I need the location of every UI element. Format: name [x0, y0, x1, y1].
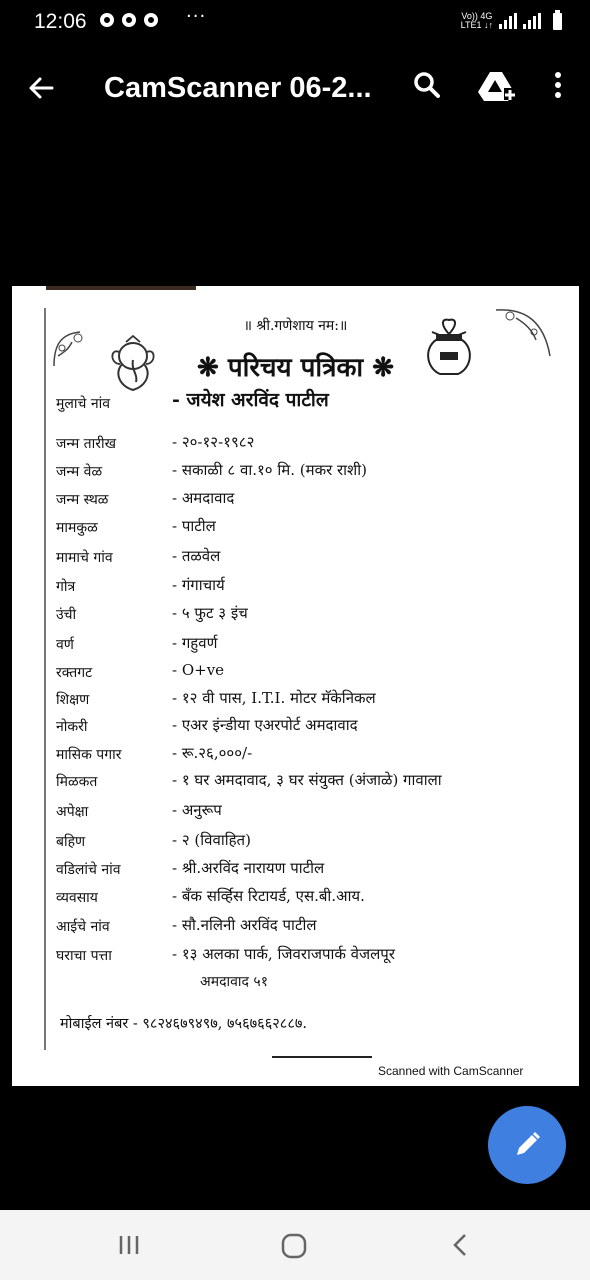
field-value: - १ घर अमदावाद, ३ घर संयुक्त (अंजाळे) गावाला	[172, 771, 442, 789]
field-value: - जयेश अरविंद पाटील	[172, 389, 329, 411]
field-row	[56, 458, 566, 484]
field-row	[56, 430, 566, 456]
field-row	[56, 486, 566, 512]
battery-icon	[553, 13, 562, 30]
status-right	[461, 12, 562, 30]
field-label: मिळकत	[56, 774, 98, 790]
field-value: - तळवेल	[172, 547, 221, 565]
edit-fab-button[interactable]	[488, 1106, 566, 1184]
field-value: - अनुरूप	[172, 801, 222, 819]
status-bar	[0, 0, 590, 44]
field-label: मामाचे गांव	[56, 550, 113, 566]
field-label: उंची	[56, 607, 77, 623]
scan-edge	[46, 286, 196, 290]
system-nav-bar	[0, 1210, 590, 1280]
field-label: मासिक पगार	[56, 747, 122, 763]
home-icon	[280, 1232, 308, 1260]
drive-upload-button[interactable]	[478, 68, 518, 104]
mobile-number: मोबाईल नंबर - ९८२४६७९४९७, ७५६७६६२८८७.	[60, 1016, 308, 1032]
field-value: - १३ अलका पार्क, जिवराजपार्क वेजलपूर	[172, 945, 395, 963]
document-heading: ❋ परिचय पत्रिका ❋	[196, 353, 394, 383]
field-value: - एअर इंन्डीया एअरपोर्ट अमदावाद	[172, 716, 358, 734]
signal-icon	[523, 13, 541, 29]
google-drive-add-icon	[478, 68, 518, 104]
field-row	[56, 659, 566, 685]
field-label: नोकरी	[56, 719, 88, 735]
address-continuation: अमदावाद ५१	[200, 974, 268, 990]
field-label: गोत्र	[56, 579, 76, 595]
field-label: आईचे नांव	[56, 919, 110, 935]
field-value: - पाटील	[172, 517, 216, 535]
field-row	[56, 942, 566, 968]
field-row	[56, 544, 566, 570]
field-row	[56, 884, 566, 910]
more-options-button[interactable]	[546, 68, 570, 104]
field-label: बहिण	[56, 834, 86, 850]
recents-icon	[116, 1232, 142, 1258]
field-label: जन्म तारीख	[56, 436, 117, 452]
field-value: - गहुवर्ण	[172, 634, 218, 652]
field-label: जन्म वेळ	[56, 464, 103, 480]
field-row	[56, 514, 566, 540]
field-value: - गंगाचार्य	[172, 576, 225, 594]
network-bottom: LTE1 ↓↑	[460, 20, 493, 30]
field-value: - सौ.नलिनी अरविंद पाटील	[172, 916, 317, 934]
field-row	[56, 913, 566, 939]
field-label: जन्म स्थळ	[56, 492, 109, 508]
field-label: वडिलांचे नांव	[56, 862, 121, 878]
field-label: व्यवसाय	[56, 890, 98, 906]
field-row	[56, 828, 566, 854]
footer-line	[272, 1056, 372, 1058]
field-row	[56, 390, 566, 416]
notification-dot-icon	[122, 13, 136, 27]
scanned-document[interactable]	[12, 286, 579, 1086]
network-top: Vo)) 4G	[461, 11, 493, 21]
app-bar	[0, 56, 590, 120]
field-row	[56, 741, 566, 767]
arrow-back-icon	[22, 68, 62, 108]
field-label: अपेक्षा	[56, 804, 89, 820]
field-row	[56, 631, 566, 657]
field-row	[56, 601, 566, 627]
search-button[interactable]	[410, 68, 446, 104]
blessing-text: ॥ श्री.गणेशाय नम:॥	[243, 318, 348, 334]
field-value: - २ (विवाहित)	[172, 831, 251, 849]
field-value: - ५ फुट ३ इंच	[172, 604, 248, 622]
field-row	[56, 686, 566, 712]
field-label: रक्तगट	[56, 665, 93, 681]
back-button[interactable]	[22, 68, 62, 108]
field-row	[56, 713, 566, 739]
field-row	[56, 768, 566, 794]
signal-icon	[499, 13, 517, 29]
field-value: - बँक सर्व्हिस रिटायर्ड, एस.बी.आय.	[172, 887, 365, 905]
field-label: शिक्षण	[56, 692, 90, 708]
field-value: - रू.२६,०००/-	[172, 744, 253, 762]
field-row	[56, 573, 566, 599]
field-label: वर्ण	[56, 637, 74, 653]
more-vertical-icon	[546, 68, 570, 104]
field-value: - सकाळी ८ वा.१० मि. (मकर राशी)	[172, 461, 367, 479]
search-icon	[410, 68, 446, 104]
edit-pencil-icon	[511, 1129, 543, 1161]
network-indicator	[461, 12, 493, 30]
field-label: मुलाचे नांव	[56, 396, 111, 412]
nav-back-button[interactable]	[448, 1232, 474, 1262]
home-button[interactable]	[280, 1232, 308, 1264]
field-value: - अमदावाद	[172, 489, 235, 507]
field-value: - १२ वी पास, I.T.I. मोटर मॅकेनिकल	[172, 689, 376, 707]
nav-back-icon	[448, 1232, 474, 1258]
field-value: - २०-१२-१९८२	[172, 433, 255, 451]
field-label: घराचा पत्ता	[56, 948, 112, 964]
field-value: - श्री.अरविंद नारायण पाटील	[172, 859, 325, 877]
document-title: CamScanner 06-2...	[104, 72, 372, 104]
field-value: - O+ve	[172, 661, 225, 679]
status-time: 12:06	[34, 10, 87, 33]
field-row	[56, 856, 566, 882]
field-label: मामकुळ	[56, 520, 98, 536]
status-more: ···	[186, 6, 207, 27]
field-row	[56, 798, 566, 824]
notification-dot-icon	[100, 13, 114, 27]
notification-icons	[100, 13, 158, 27]
notification-dot-icon	[144, 13, 158, 27]
scanner-watermark: Scanned with CamScanner	[378, 1064, 524, 1078]
recents-button[interactable]	[116, 1232, 142, 1262]
